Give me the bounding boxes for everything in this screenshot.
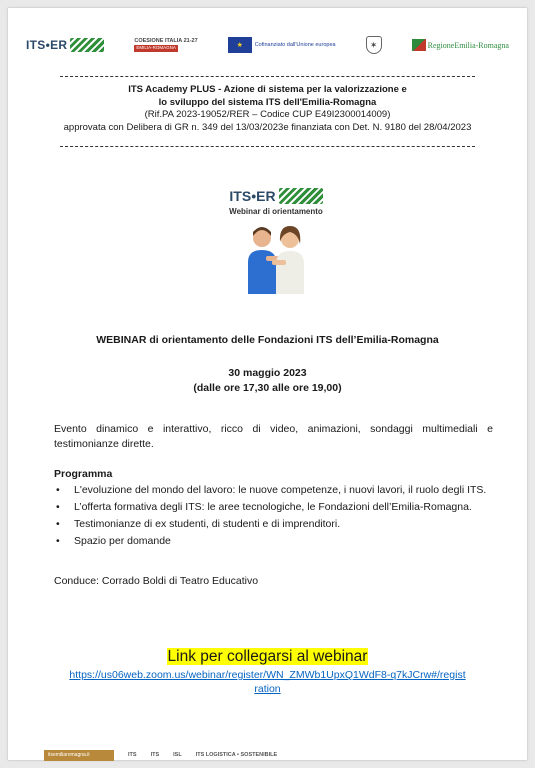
- project-line1: ITS Academy PLUS - Azione di sistema per la valorizzazione e: [128, 84, 407, 95]
- partner-footer: [44, 748, 509, 762]
- event-date: 30 maggio 2023: [228, 367, 307, 379]
- bullet-icon: •: [56, 535, 60, 547]
- webinar-registration-link[interactable]: https://us06web.zoom.us/webinar/register/WN_ZMWb1UpxQ1WdF8-q7kJCrw#/registration: [69, 669, 466, 695]
- students-illustration: [236, 222, 316, 294]
- program-item-text: Testimonianze di ex studenti, di studenti e di imprenditori.: [74, 518, 341, 530]
- partner-logo: ITS LOGISTICA • SOSTENIBILE: [195, 752, 278, 758]
- event-time: (dalle ore 17,30 alle ore 19,00): [193, 382, 342, 394]
- top-dashed-divider: [60, 76, 475, 77]
- eu-text: Cofinanziato dall'Unione europea: [254, 41, 336, 48]
- event-title: WEBINAR di orientamento delle Fondazioni ITS dell’Emilia-Romagna: [96, 334, 439, 346]
- project-line4: approvata con Delibera di GR n. 349 del 13/03/2023e finanziata con Det. N. 9180 del 28/04/2023: [63, 121, 472, 133]
- event-intro: Evento dinamico e interattivo, ricco di video, animazioni, sondaggi multimediali e testimonianze dirette.: [54, 423, 493, 450]
- bullet-icon: •: [56, 501, 60, 513]
- hero-stripes-icon: [279, 188, 323, 204]
- program-heading: Programma: [54, 468, 113, 480]
- program-item: [54, 534, 493, 549]
- project-line3: (Rif.PA 2023-19052/RER – Codice CUP E49I2300014009): [144, 109, 391, 120]
- hero-brand: [220, 188, 332, 204]
- italian-republic-emblem-icon: ✶: [366, 36, 382, 54]
- bottom-dashed-divider: [60, 146, 475, 147]
- coesione-italia-logo: [134, 39, 197, 52]
- its-er-logo-text: ITS•ER: [26, 38, 68, 52]
- webinar-hero-image: [220, 188, 332, 306]
- webinar-link-heading: [8, 648, 527, 666]
- event-datetime: [28, 366, 507, 396]
- program-item: [54, 500, 493, 515]
- footer-site-bar: [44, 750, 114, 761]
- regione-emilia-romagna-logo: [412, 39, 509, 51]
- students-photo: [236, 222, 316, 294]
- eu-cofinanced-logo: [228, 37, 336, 53]
- rer-mark-icon: [412, 39, 426, 51]
- program-item-text: L’offerta formativa degli ITS: le aree tecnologiche, le Fondazioni dell’Emilia-Romagna.: [74, 501, 472, 513]
- eu-flag-icon: ★: [228, 37, 252, 53]
- project-info: [38, 84, 497, 134]
- logo-header: [26, 30, 509, 60]
- partner-logo: ITS: [150, 752, 160, 758]
- hero-brand-text: ITS•ER: [229, 188, 276, 204]
- rer-text: RegioneEmilia-Romagna: [427, 40, 509, 50]
- partner-logo: ITS: [128, 752, 137, 758]
- project-line2: lo sviluppo del sistema ITS dell'Emilia-Romagna: [158, 96, 377, 108]
- program-list: [54, 483, 493, 551]
- its-er-stripes-icon: [70, 38, 104, 52]
- webinar-link-title: Link per collegarsi al webinar: [167, 648, 368, 665]
- coesione-line1: COESIONE ITALIA 21-27: [134, 37, 198, 44]
- coesione-line2: EMILIA-ROMAGNA: [136, 45, 176, 50]
- footer-site: itsemiliaromagna.it: [48, 752, 90, 758]
- hero-subtitle: Webinar di orientamento: [229, 207, 323, 216]
- partner-logo: ISL: [173, 752, 182, 758]
- bullet-icon: •: [56, 484, 60, 496]
- program-item: [54, 517, 493, 532]
- program-item-text: Spazio per domande: [74, 535, 171, 547]
- event-host: Conduce: Corrado Boldi di Teatro Educativo: [54, 575, 259, 587]
- its-er-logo: [26, 38, 104, 52]
- document-page: [8, 8, 527, 760]
- program-item-text: L'evoluzione del mondo del lavoro: le nuove competenze, i nuovi lavori, il ruolo degli ITS.: [74, 484, 487, 496]
- bullet-icon: •: [56, 518, 60, 530]
- program-item: [54, 483, 493, 498]
